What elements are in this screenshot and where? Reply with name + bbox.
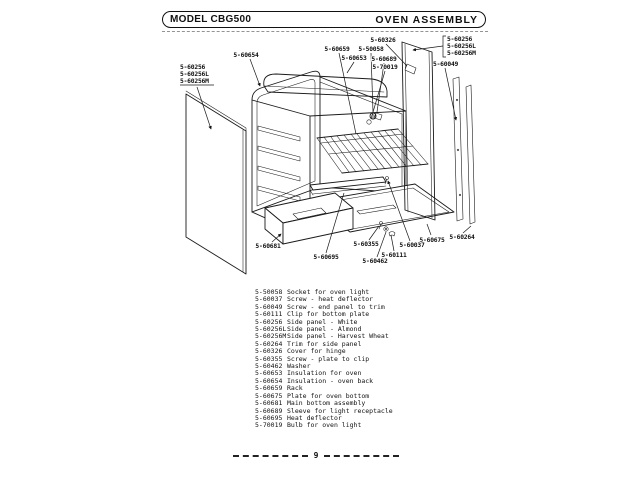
part-description: Plate for oven bottom xyxy=(287,391,370,400)
part-number: 5-60675 xyxy=(255,391,283,400)
part-description: Side panel - White xyxy=(287,317,358,326)
bottom-plate-clip xyxy=(389,232,395,237)
part-label-60256-left: 5-60256 xyxy=(180,64,206,71)
part-number: 5-60653 xyxy=(255,369,283,378)
oven-assembly-diagram xyxy=(160,30,490,288)
part-description: Screw - plate to clip xyxy=(287,354,370,363)
left-side-panel xyxy=(186,91,246,274)
part-number: 5-60256M xyxy=(255,332,287,341)
footer-rule-right xyxy=(324,455,399,457)
part-label-60326: 5-60326 xyxy=(370,37,396,44)
part-number: 5-60462 xyxy=(255,362,283,371)
trim-strip-side xyxy=(466,85,475,224)
part-label-60256l-left: 5-60256L xyxy=(180,71,209,78)
footer-rule-left xyxy=(233,455,308,457)
part-label-60675: 5-60675 xyxy=(419,237,445,244)
part-description: Insulation - oven back xyxy=(287,376,374,385)
part-label-60681: 5-60681 xyxy=(255,243,281,250)
page-number: 9 xyxy=(313,451,319,460)
oven-bulb xyxy=(367,120,371,124)
part-label-60256m-right: 5-60256M xyxy=(447,50,476,57)
part-number: 5-60049 xyxy=(255,302,283,311)
part-description: Clip for bottom plate xyxy=(287,310,370,319)
part-number: 5-60681 xyxy=(255,399,283,408)
part-number: 5-60111 xyxy=(255,310,283,319)
header-bar xyxy=(162,11,486,28)
oven-rack xyxy=(317,129,428,173)
part-label-60355: 5-60355 xyxy=(353,241,379,248)
part-number: 5-60037 xyxy=(255,295,283,304)
part-number: 5-60326 xyxy=(255,347,283,356)
parts-list xyxy=(255,289,393,430)
parts-list-row xyxy=(255,422,393,429)
rack-support-lugs xyxy=(258,126,300,201)
part-number: 5-60355 xyxy=(255,354,283,363)
page-title: OVEN ASSEMBLY xyxy=(375,13,478,26)
part-number: 5-60659 xyxy=(255,384,283,393)
part-label-60256l-right: 5-60256L xyxy=(447,43,476,50)
part-description: Heat deflector xyxy=(287,413,342,422)
part-label-60659: 5-60659 xyxy=(324,46,350,53)
part-description: Screw - heat deflector xyxy=(287,295,374,304)
part-description: Rack xyxy=(287,384,303,393)
part-label-60653: 5-60653 xyxy=(341,55,367,62)
part-description: Bulb for oven light xyxy=(287,421,362,430)
part-label-60256-right: 5-60256 xyxy=(447,36,473,43)
part-number: 5-60689 xyxy=(255,406,283,415)
part-label-60264: 5-60264 xyxy=(449,234,475,241)
part-number: 5-60256L xyxy=(255,325,287,334)
part-description: Side panel - Almond xyxy=(287,325,362,334)
part-number: 5-60256 xyxy=(255,317,283,326)
part-label-60695: 5-60695 xyxy=(313,254,339,261)
part-description: Insulation for oven xyxy=(287,369,362,378)
part-description: Trim for side panel xyxy=(287,339,362,348)
part-number: 5-60264 xyxy=(255,339,283,348)
oven-top-insulation xyxy=(264,74,387,97)
part-description: Washer xyxy=(287,362,311,371)
model-label: MODEL CBG500 xyxy=(170,14,252,25)
washer xyxy=(384,227,388,231)
oven-light-parts xyxy=(367,113,382,124)
part-number: 5-60654 xyxy=(255,376,283,385)
part-description: Side panel - Harvest Wheat xyxy=(287,332,389,341)
trim-strip-end xyxy=(453,77,463,221)
part-description: Main bottom assembly xyxy=(287,399,366,408)
part-number: 5-60695 xyxy=(255,413,283,422)
part-label-70019: 5-70019 xyxy=(372,64,398,71)
part-description: Socket for oven light xyxy=(287,288,370,296)
part-label-60037: 5-60037 xyxy=(399,242,425,249)
page-footer xyxy=(233,451,399,460)
part-number: 5-70019 xyxy=(255,421,283,430)
part-label-60111: 5-60111 xyxy=(381,252,407,259)
part-label-60462: 5-60462 xyxy=(362,258,388,265)
part-description: Cover for hinge xyxy=(287,347,346,356)
part-label-50058: 5-50058 xyxy=(358,46,384,53)
part-label-60654: 5-60654 xyxy=(233,52,259,59)
part-label-60256m-left: 5-60256M xyxy=(180,78,209,85)
part-label-60689: 5-60689 xyxy=(371,56,397,63)
part-label-60049: 5-60049 xyxy=(433,61,459,68)
part-description: Sleeve for light receptacle xyxy=(287,406,393,415)
part-number: 5-50058 xyxy=(255,288,283,296)
part-description: Screw - end panel to trim xyxy=(287,302,385,311)
